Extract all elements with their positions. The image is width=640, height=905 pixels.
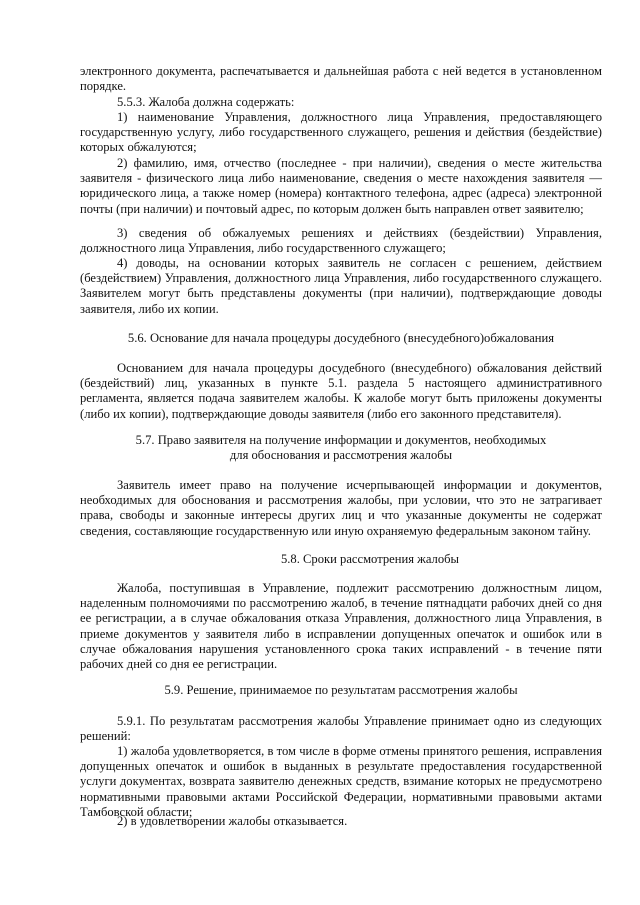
- heading-5-9: 5.9. Решение, принимаемое по результатам рассмотрения жалобы: [164, 683, 518, 697]
- paragraph-intro: электронного документа, распечатывается и дальнейшая работа с ней ведется в установленном порядке.: [80, 64, 602, 94]
- heading-5-8: 5.8. Сроки рассмотрения жалобы: [280, 552, 460, 566]
- paragraph-5-9-1: 5.9.1. По результатам рассмотрения жалобы Управление принимает одно из следующих решений:: [80, 714, 602, 744]
- paragraph-5-5-3-item-2: 2) фамилию, имя, отчество (последнее - при наличии), сведения о месте жительства заявителя - физического лица либо наименование, сведения о месте нахождения заявителя — юридического лица, а также номер (номера) контактного телефона, адрес (адреса) электронной почты (при наличии) и почтовый адрес, по которым должен быть направлен ответ заявителю;: [80, 156, 602, 216]
- paragraph-5-8: Жалоба, поступившая в Управление, подлежит рассмотрению должностным лицом, наделенным полномочиями по рассмотрению жалоб, в течение пятнадцати рабочих дней со дня ее регистрации, а в случае обжалования отказа Управления, должностного лица Управления, в приеме документов у заявителя либо в исправлении допущенных опечаток и ошибок или в случае обжалования нарушения установленного срока таких исправлений - в течение пяти рабочих дней со дня ее регистрации.: [80, 581, 602, 672]
- heading-5-7: 5.7. Право заявителя на получение информации и документов, необходимых для обоснования и рассмотрения жалобы: [135, 433, 547, 463]
- paragraph-5-9-1-item-2: 2) в удовлетворении жалобы отказывается.: [117, 814, 348, 828]
- paragraph-5-9-1-item-1: 1) жалоба удовлетворяется, в том числе в форме отмены принятого решения, исправления допущенных опечаток и ошибок в выданных в результате предоставления государственной услуги документах, возврата заявителю денежных средств, взимание которых не предусмотрено нормативными правовыми актами Российской Федерации, нормативными правовыми актами Тамбовской области;: [80, 744, 602, 819]
- paragraph-5-5-3: 5.5.3. Жалоба должна содержать:: [117, 95, 295, 109]
- paragraph-5-5-3-item-3: 3) сведения об обжалуемых решениях и действиях (бездействии) Управления, должностного лица Управления, либо государственного служащего;: [80, 226, 602, 256]
- paragraph-5-5-3-item-1: 1) наименование Управления, должностного лица Управления, предоставляющего государственную услугу, либо государственного служащего, решения и действия (бездействие) которых обжалуются;: [80, 110, 602, 155]
- paragraph-5-6: Основанием для начала процедуры досудебного (внесудебного) обжалования действий (бездействий) лиц, указанных в пункте 5.1. раздела 5 настоящего административного регламента, является подача заявителем жалобы. К жалобе могут быть приложены документы (либо их копии), подтверждающие доводы заявителя (либо его законного представителя).: [80, 361, 602, 421]
- paragraph-5-7: Заявитель имеет право на получение исчерпывающей информации и документов, необходимых для обоснования и рассмотрения жалобы, при условии, что это не затрагивает права, свободы и законные интересы других лиц и что указанные документы не содержат сведения, составляющие государственную или иную охраняемую федеральным законом тайну.: [80, 478, 602, 538]
- paragraph-5-5-3-item-4: 4) доводы, на основании которых заявитель не согласен с решением, действием (бездействием) Управления, должностного лица Управления, либо государственного служащего. Заявителем могут быть представлены документы (при наличии), подтверждающие доводы заявителя, либо их копии.: [80, 256, 602, 316]
- heading-5-6: 5.6. Основание для начала процедуры досудебного (внесудебного)обжалования: [127, 331, 555, 345]
